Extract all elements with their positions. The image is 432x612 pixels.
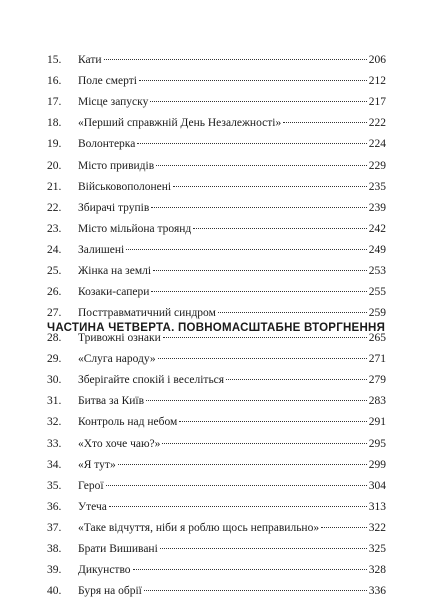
toc-entry — [47, 351, 386, 367]
chapter-title: Жінка на землі — [78, 265, 152, 277]
chapter-number: 15. — [47, 54, 62, 66]
page-number: 253 — [368, 265, 386, 277]
chapter-title: «Таке відчуття, ніби я роблю щось неправильно» — [78, 521, 320, 534]
chapter-title: Тривожні ознаки — [78, 332, 161, 344]
chapter-number: 22. — [47, 201, 62, 214]
toc-entry — [47, 200, 386, 216]
chapter-number: 28. — [47, 332, 62, 344]
chapter-number: 39. — [47, 564, 62, 577]
chapter-title: Контроль над небом — [78, 416, 178, 429]
dot-leader — [150, 101, 366, 102]
chapter-number: 33. — [47, 437, 62, 450]
chapter-title: Утеча — [78, 500, 107, 513]
toc-entry — [47, 158, 386, 174]
chapter-title: Герої — [78, 479, 104, 492]
chapter-title: «Слуга народу» — [78, 353, 156, 366]
toc-entry — [47, 115, 386, 131]
chapter-number: 25. — [47, 265, 62, 277]
dot-leader — [193, 228, 366, 229]
chapter-title: Місто привидів — [78, 159, 155, 172]
toc-entry — [47, 499, 386, 515]
page-number: 212 — [368, 75, 386, 88]
dot-leader — [104, 59, 367, 60]
page-number: 249 — [368, 243, 386, 256]
chapter-title: Дикунство — [78, 564, 131, 577]
chapter-title: Місто мільйона троянд — [78, 222, 192, 235]
dot-leader — [144, 590, 367, 591]
chapter-title: Брати Вишивані — [78, 543, 158, 555]
page-number: 235 — [368, 180, 386, 193]
chapter-number: 23. — [47, 222, 62, 235]
toc-entry — [47, 284, 386, 300]
dot-leader — [163, 337, 367, 338]
chapter-title: Поле смерті — [78, 75, 137, 88]
dot-leader — [151, 207, 366, 208]
page-number: 206 — [368, 54, 386, 66]
chapter-number: 21. — [47, 180, 62, 193]
toc-entry — [47, 436, 386, 452]
chapter-title: Буря на обрії — [78, 585, 142, 598]
toc-entry — [47, 330, 386, 346]
dot-leader — [173, 186, 367, 187]
page-number: 299 — [368, 458, 386, 471]
chapter-number: 19. — [47, 138, 62, 151]
chapter-title: Залишені — [78, 243, 125, 256]
page-number: 304 — [368, 479, 386, 492]
page-number: 328 — [368, 564, 386, 577]
chapter-number: 27. — [47, 307, 62, 320]
toc-entry — [47, 562, 386, 578]
toc-entry — [47, 221, 386, 237]
page-number: 291 — [368, 416, 386, 429]
chapter-number: 31. — [47, 395, 62, 408]
toc-entry — [47, 52, 386, 68]
dot-leader — [151, 291, 366, 292]
chapter-title: «Перший справжній День Незалежності» — [78, 117, 282, 130]
page-number: 336 — [368, 585, 386, 598]
dot-leader — [283, 122, 367, 123]
toc-entry — [47, 263, 386, 279]
chapter-title: Збирачі трупів — [78, 201, 150, 214]
chapter-title: Зберігайте спокій і веселіться — [78, 374, 225, 387]
toc-entry — [47, 94, 386, 110]
dot-leader — [137, 143, 366, 144]
toc-entry — [47, 179, 386, 195]
chapter-title: Волонтерка — [78, 138, 136, 151]
toc-entry — [47, 73, 386, 89]
page-number: 224 — [368, 138, 386, 151]
dot-leader — [146, 400, 367, 401]
dot-leader — [226, 379, 367, 380]
chapter-number: 18. — [47, 117, 62, 130]
toc-entry — [47, 541, 386, 557]
toc-entry — [47, 478, 386, 494]
page-number: 283 — [368, 395, 386, 408]
dot-leader — [218, 312, 367, 313]
chapter-title: Кати — [78, 54, 102, 66]
toc-entry — [47, 520, 386, 536]
chapter-title: Військовополонені — [78, 180, 172, 193]
dot-leader — [106, 485, 367, 486]
toc-entry — [47, 393, 386, 409]
chapter-number: 20. — [47, 159, 62, 172]
chapter-title: Битва за Київ — [78, 395, 145, 408]
dot-leader — [321, 527, 367, 528]
chapter-number: 16. — [47, 75, 62, 88]
page-number: 313 — [368, 500, 386, 513]
dot-leader — [158, 358, 367, 359]
dot-leader — [179, 421, 366, 422]
page-number: 242 — [368, 222, 386, 235]
page-number: 295 — [368, 437, 386, 450]
chapter-title: Козаки-сапери — [78, 286, 150, 299]
chapter-title: Посттравматичний синдром — [78, 307, 216, 320]
dot-leader — [162, 443, 366, 444]
dot-leader — [118, 464, 367, 465]
dot-leader — [153, 270, 367, 271]
page-number: 271 — [368, 353, 386, 366]
chapter-number: 40. — [47, 585, 62, 598]
chapter-number: 17. — [47, 96, 62, 109]
chapter-number: 24. — [47, 243, 62, 256]
chapter-title: Місце запуску — [78, 96, 149, 109]
chapter-number: 26. — [47, 286, 62, 299]
dot-leader — [109, 506, 367, 507]
chapter-number: 30. — [47, 374, 62, 387]
toc-entry — [47, 457, 386, 473]
toc-entry — [47, 136, 386, 152]
chapter-title: «Я тут» — [78, 458, 116, 471]
page-number: 222 — [368, 117, 386, 130]
toc-entry — [47, 414, 386, 430]
page-number: 279 — [368, 374, 386, 387]
page-number: 255 — [368, 286, 386, 299]
page-number: 322 — [368, 521, 386, 534]
page-number: 239 — [368, 201, 386, 214]
dot-leader — [160, 548, 367, 549]
chapter-number: 29. — [47, 353, 62, 366]
chapter-number: 34. — [47, 458, 62, 471]
page-number: 217 — [368, 96, 386, 109]
chapter-number: 38. — [47, 543, 62, 555]
chapter-number: 32. — [47, 416, 62, 429]
chapter-number: 35. — [47, 479, 62, 492]
page-number: 325 — [368, 543, 386, 555]
chapter-number: 37. — [47, 521, 62, 534]
page-number: 259 — [368, 307, 386, 320]
page-number: 265 — [368, 332, 386, 344]
dot-leader — [156, 165, 367, 166]
dot-leader — [133, 569, 367, 570]
part-four-heading: ЧАСТИНА ЧЕТВЕРТА. ПОВНОМАСШТАБНЕ ВТОРГНЕННЯ — [47, 322, 386, 334]
chapter-title: «Хто хоче чаю?» — [78, 437, 161, 450]
toc-entry — [47, 583, 386, 599]
toc-entry — [47, 372, 386, 388]
dot-leader — [139, 80, 367, 81]
page-number: 229 — [368, 159, 386, 172]
dot-leader — [126, 249, 367, 250]
toc-entry — [47, 242, 386, 258]
toc-entry — [47, 305, 386, 321]
chapter-number: 36. — [47, 500, 62, 513]
